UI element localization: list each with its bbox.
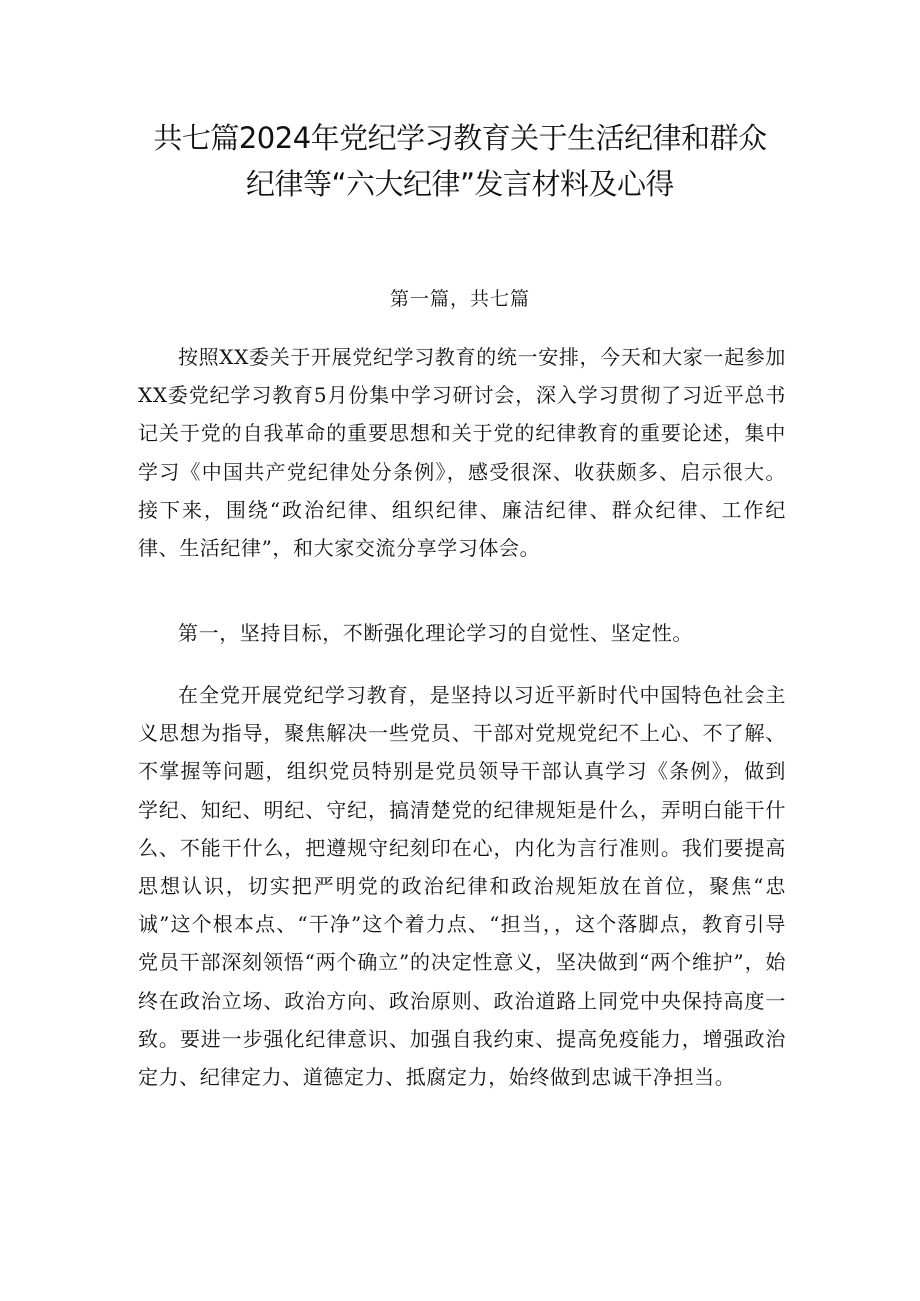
paragraph-heading-first: 第一，坚持目标，不断强化理论学习的自觉性、坚定性。 <box>178 621 693 645</box>
document-title-line-1: 共七篇2024年党纪学习教育关于生活纪律和群众 <box>153 121 767 155</box>
section-subtitle: 第一篇，共七篇 <box>389 288 530 310</box>
document-title-line-2: 纪律等“六大纪律”发言材料及心得 <box>245 167 675 201</box>
paragraph-body: 在全党开展党纪学习教育，是坚持以习近平新时代中国特色社会主义思想为指导，聚焦解决一些党员、干部对党规党纪不上心、不了解、不掌握等问题，组织党员特别是党员领导干部认真学习《条例》，做到学纪、知纪、明纪、守纪，搞清楚党的纪律规矩是什么，弄明白能干什么、不能干什么，把遵规守纪刻印在心，内化为言行准则。我们要提高思想认识，切实把严明党的政治纪律和政治规矩放在首位，聚焦“忠诚”这个根本点、“干净”这个着力点、“担当，，这个落脚点，教育引导党员干部深刻领悟“两个确立”的决定性意义，坚决做到“两个维护”，始终在政治立场、政治方向、政治原则、政治道路上同党中央保持高度一致。要进一步强化纪律意识、加强自我约束、提高免疫能力，增强政治定力、纪律定力、道德定力、抵腐定力，始终做到忠诚干净担当。 <box>138 683 786 1090</box>
paragraph-intro: 按照XX委关于开展党纪学习教育的统一安排，今天和大家一起参加XX委党纪学习教育5月份集中学习研讨会，深入学习贯彻了习近平总书记关于党的自我革命的重要思想和关于党的纪律教育的重要论述，集中学习《中国共产党纪律处分条例》，感受很深、收获颇多、启示很大。接下来，围绕“政治纪律、组织纪律、廉洁纪律、群众纪律、工作纪律、生活纪律”，和大家交流分享学习体会。 <box>138 345 786 561</box>
